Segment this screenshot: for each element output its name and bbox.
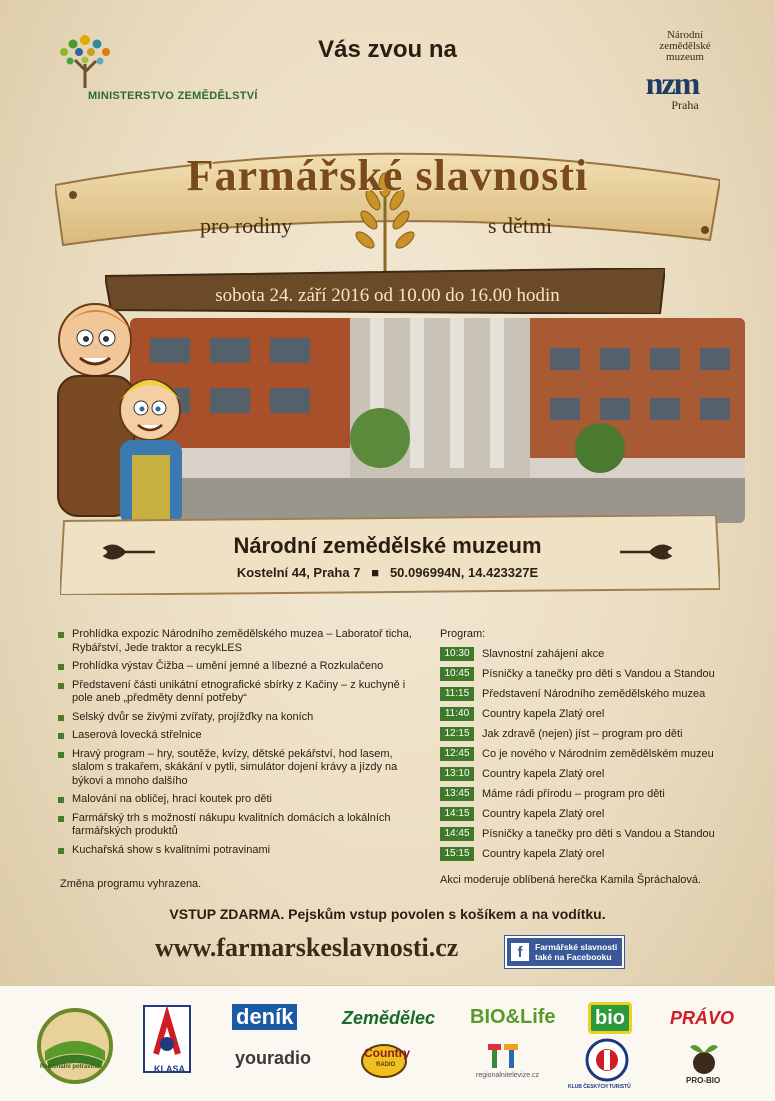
invite-heading: Vás zvou na [318, 36, 457, 63]
program-row [440, 765, 740, 783]
program-time: 13:10 [440, 767, 474, 781]
program-text: Country kapela Zlatý orel [482, 848, 605, 860]
program-list [440, 645, 740, 865]
museum-building-photo [130, 318, 745, 523]
program-text: Představení Národního zemědělského muzea [482, 688, 706, 700]
country-radio-sub: RADIO [376, 1062, 396, 1068]
regional-food-label: Regionální potravina [40, 1064, 100, 1070]
program-time: 10:45 [440, 667, 474, 681]
probio-logo-icon [686, 1041, 722, 1075]
program-row [440, 845, 740, 863]
venue-separator: ■ [371, 565, 380, 580]
change-note: Změna programu vyhrazena. [60, 878, 202, 890]
probio-label: PRO-BIO [686, 1076, 721, 1085]
program-time: 11:40 [440, 707, 474, 721]
country-radio-label: Country [364, 1046, 410, 1060]
program-row [440, 785, 740, 803]
nzm-text [630, 30, 740, 63]
program-time: 14:45 [440, 827, 474, 841]
pravo-logo: PRÁVO [670, 1008, 735, 1028]
list-item: Prohlídka expozic Národního zemědělského muzea – Laboratoř ticha, Rybářství, Jede traktor a recykLES [58, 628, 423, 655]
list-item: Selský dvůr se živými zvířaty, projížďky na koních [58, 711, 423, 725]
venue-gps: 50.096994N, 14.423327E [389, 565, 539, 580]
list-item: Laserová lovecká střelnice [58, 729, 423, 743]
program-row [440, 725, 740, 743]
farmer-characters-icon [40, 290, 210, 530]
program-time: 10:30 [440, 647, 474, 661]
nzm-city: Praha [671, 98, 699, 112]
program-row [440, 825, 740, 843]
ministry-name: MINISTERSTVO ZEMĚDĚLSTVÍ [88, 90, 258, 102]
facebook-text [535, 942, 617, 962]
event-date: sobota 24. září 2016 od 10.00 do 16.00 hodin [215, 285, 560, 306]
entry-note: VSTUP ZDARMA. Pejskům vstup povolen s košíkem a na vodítku. [169, 906, 606, 922]
facebook-line-1: Farmářské slavnosti [535, 942, 618, 952]
program-text: Country kapela Zlatý orel [482, 808, 605, 820]
program-row [440, 665, 740, 683]
list-item: Představení části unikátní etnografické sbírky z Kačiny – z kuchyně i pole aneb „předměty denní potřeby“ [58, 679, 423, 706]
moderator-note: Akci moderuje oblíbená herečka Kamila Špráchalová. [440, 874, 702, 886]
biolife-logo: BIO&Life [470, 1006, 556, 1028]
bio-logo: bio [588, 1002, 632, 1034]
facebook-line-2: také na Facebooku [535, 952, 612, 962]
venue-name: Národní zemědělské muzeum [233, 533, 542, 558]
activities-list [58, 628, 423, 862]
program-time: 15:15 [440, 847, 474, 861]
program-heading: Program: [440, 628, 486, 640]
klasa-label: KLASA [154, 1064, 185, 1074]
program-time: 11:15 [440, 687, 474, 701]
program-time: 14:15 [440, 807, 474, 821]
event-title: Farmářské slavnosti [186, 151, 589, 200]
list-item: Hravý program – hry, soutěže, kvízy, dětské pekářství, hod lasem, slalom s trakařem, skákání v pytli, simulátor dojení krávy a jízdy na býkovi a mnoho dalšího [58, 748, 423, 789]
list-item: Malování na obličej, hrací koutek pro děti [58, 793, 423, 807]
website-link[interactable]: www.farmarskeslavnosti.cz [155, 933, 459, 962]
partners-footer [0, 985, 775, 1101]
program-time: 12:15 [440, 727, 474, 741]
facebook-icon: f [511, 943, 529, 961]
program-text: Co je nového v Národním zemědělském muzeu [482, 748, 714, 760]
event-subtitle-right: s dětmi [488, 213, 553, 238]
program-time: 12:45 [440, 747, 474, 761]
program-text: Slavnostní zahájení akce [482, 648, 605, 660]
program-time: 13:45 [440, 787, 474, 801]
nzm-line-1: Národní [666, 29, 704, 41]
denik-logo: deník [232, 1004, 297, 1030]
regional-tv-logo-icon [488, 1044, 518, 1068]
program-text: Jak zdravě (nejen) jíst – program pro děti [482, 728, 683, 740]
program-text: Country kapela Zlatý orel [482, 768, 605, 780]
program-row [440, 745, 740, 763]
kct-logo-icon [585, 1038, 629, 1082]
regional-food-logo-icon [35, 1006, 115, 1086]
program-row [440, 805, 740, 823]
program-text: Country kapela Zlatý orel [482, 708, 605, 720]
program-text: Máme rádi přírodu – program pro děti [482, 788, 665, 800]
venue-address-line [0, 565, 775, 580]
regional-tv-label: regionalnitelevize.cz [476, 1072, 540, 1079]
program-text: Písničky a tanečky pro děti s Vandou a Standou [482, 828, 715, 840]
program-row [440, 645, 740, 663]
kct-label: KLUB ČESKÝCH TURISTŮ [568, 1084, 631, 1090]
list-item: Farmářský trh s možností nákupu kvalitních domácích a lokálních farmářských produktů [58, 812, 423, 839]
program-row [440, 705, 740, 723]
zemedelec-logo: Zemědělec [342, 1008, 436, 1028]
venue-address: Kostelní 44, Praha 7 [236, 565, 361, 580]
program-text: Písničky a tanečky pro děti s Vandou a Standou [482, 668, 715, 680]
list-item: Prohlídka výstav Čižba – umění jemné a líbezné a Rozkulačeno [58, 660, 423, 674]
list-item: Kuchařská show s kvalitními potravinami [58, 844, 423, 858]
program-row [440, 685, 740, 703]
nzm-logo: nzm [645, 65, 699, 101]
youradio-logo: youradio [235, 1048, 312, 1068]
nzm-line-2: zemědělské [659, 40, 711, 52]
facebook-button[interactable] [505, 936, 624, 968]
nzm-line-3: muzeum [666, 51, 704, 63]
event-subtitle-left: pro rodiny [200, 213, 293, 238]
